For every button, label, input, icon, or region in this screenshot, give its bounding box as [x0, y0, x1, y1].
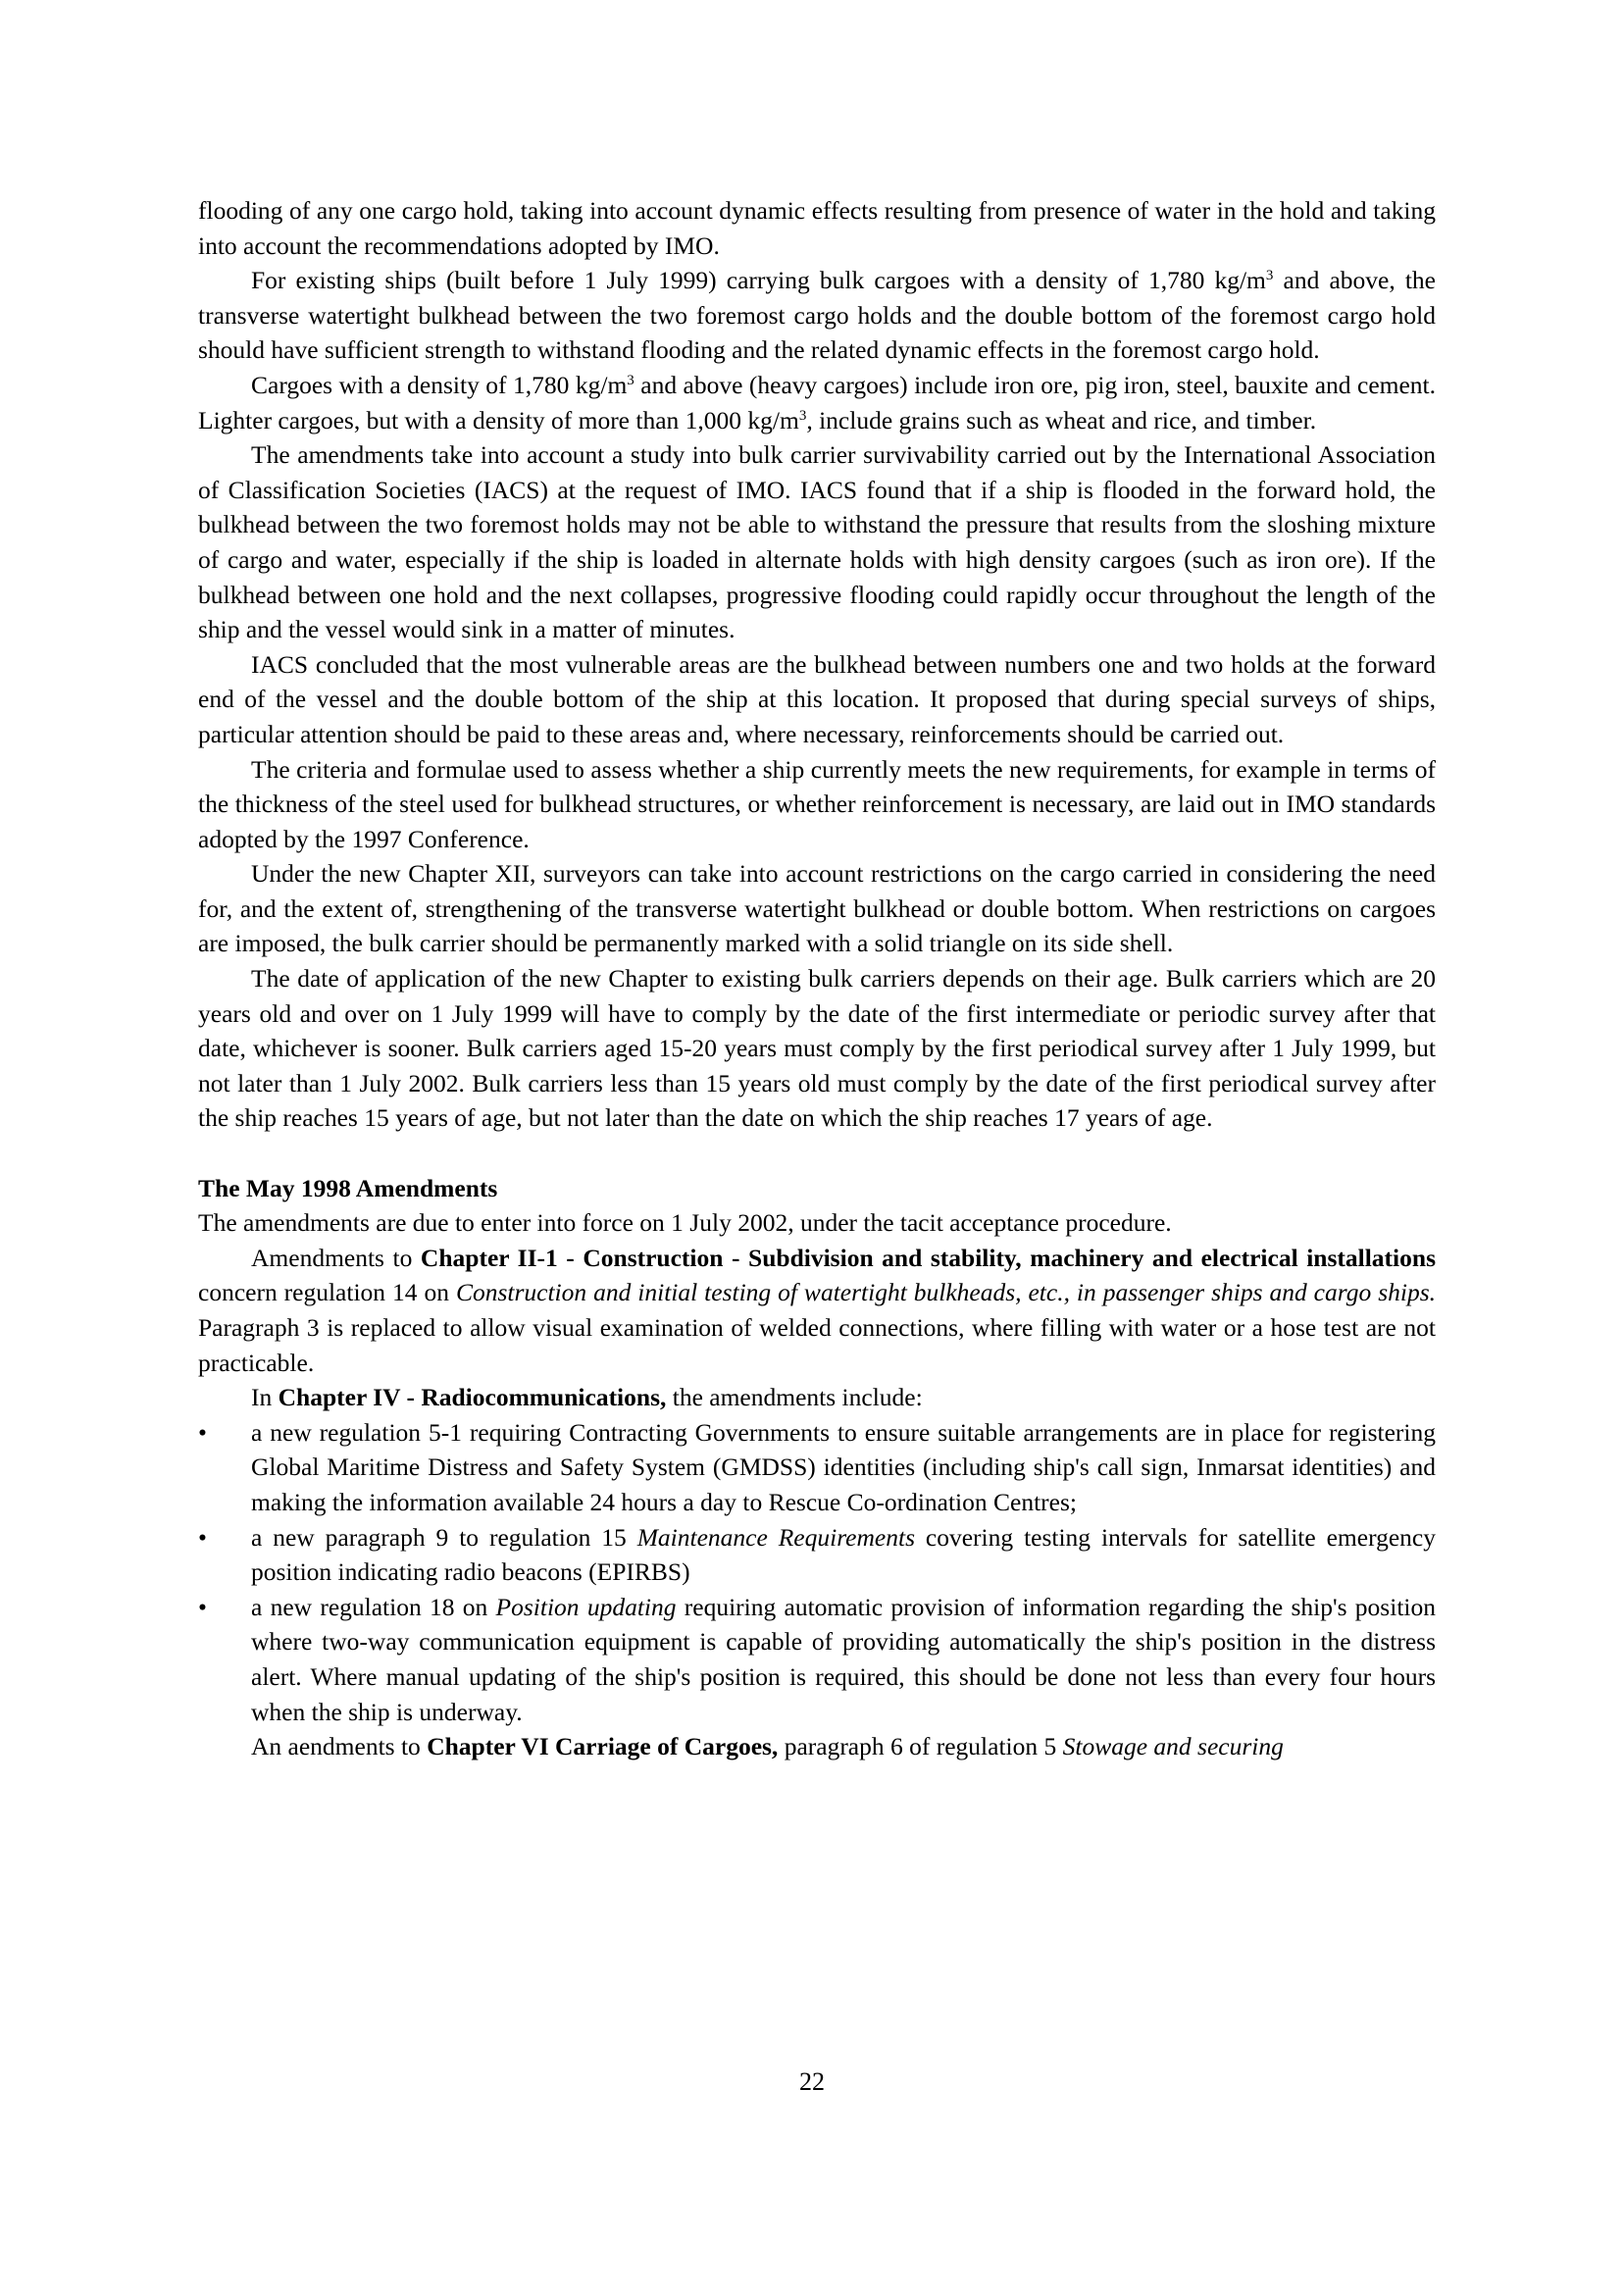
list-item [198, 1590, 1436, 1729]
paragraph-existing-ships [198, 263, 1436, 368]
bullet-icon: • [198, 1592, 207, 1621]
text-segment: concern regulation 14 on [198, 1278, 456, 1307]
paragraph-iacs-conclusion: IACS concluded that the most vulnerable areas are the bulkhead between numbers one and two holds at the forward end of the vessel and the double bottom of the ship at this location. It proposed that during special surveys of ships, particular attention should be paid to these areas and, where necessary, reinforcements should be carried out. [198, 649, 1436, 748]
bold-text: Chapter II-1 - Construction - Subdivision and stability, machinery and electrical installations [420, 1243, 1436, 1272]
superscript: 3 [1265, 268, 1274, 284]
paragraph-cargo-density [198, 368, 1436, 437]
bold-text: Chapter IV - Radiocommunications, [278, 1383, 667, 1412]
text-segment: a new paragraph 9 to regulation 15 [251, 1522, 637, 1552]
paragraph-chapter-iv [198, 1380, 1436, 1415]
list-item [198, 1415, 1436, 1520]
text-segment: the amendments include: [666, 1383, 923, 1412]
text-segment: In [251, 1383, 279, 1412]
paragraph-entry-into-force: The amendments are due to enter into force on 1 July 2002, under the tacit acceptance procedure. [198, 1208, 1172, 1238]
paragraph-chapter-xii: Under the new Chapter XII, surveyors can take into account restrictions on the cargo carried in considering the need for, and the extent of, strengthening of the transverse watertight bulkhead or double bottom. When restrictions on cargoes are imposed, the bulk carrier should be permanently marked with a solid triangle on its side shell. [198, 859, 1436, 958]
text-segment: paragraph 6 of regulation 5 [778, 1732, 1063, 1761]
bullet-icon: • [198, 1522, 207, 1552]
text-segment: Amendments to [251, 1243, 421, 1272]
bullet-icon: • [198, 1417, 207, 1447]
section-heading: The May 1998 Amendments [198, 1173, 498, 1202]
paragraph-chapter-ii-1 [198, 1241, 1436, 1380]
bold-text: Chapter VI Carriage of Cargoes, [427, 1732, 779, 1761]
superscript: 3 [798, 407, 807, 424]
italic-text: Stowage and securing [1062, 1732, 1284, 1761]
superscript: 3 [627, 372, 634, 388]
italic-text: Construction and initial testing of watertight bulkheads, etc., in passenger ships and cargo ships. [455, 1278, 1436, 1307]
document-body [198, 193, 1436, 1764]
text-segment: and above (heavy cargoes) include iron ore, pig iron, steel, bauxite and cement. Lighter cargoes, but with a density of more than 1,000 kg/m [198, 370, 1436, 434]
text-segment: requiring automatic provision of information regarding the ship's position where two-way communication equipment is capable of providing automatically the ship's position in the distress alert. Where manual updating of the ship's position is required, this should be done not less than every four hours when the ship is underway. [251, 1592, 1436, 1726]
text-segment: a new regulation 5-1 requiring Contracting Governments to ensure suitable arrangements are in place for registering Global Maritime Distress and Safety System (GMDSS) identities (including ship's call sign, Inmarsat identities) and making the information available 24 hours a day to Rescue Co-ordination Centres; [251, 1417, 1436, 1516]
paragraph-chapter-vi [198, 1729, 1436, 1764]
text-segment: , include grains such as wheat and rice, and timber. [806, 405, 1317, 434]
paragraph-date-of-application: The date of application of the new Chapter to existing bulk carriers depends on their age. Bulk carriers which are 20 years old and over on 1 July 1999 will have to comply by the date of the first intermediate or periodic survey after that date, whichever is sooner. Bulk carriers aged 15-20 years must comply by the first periodical survey after 1 July 1999, but not later than 1 July 2002. Bulk carriers less than 15 years old must comply by the date of the first periodical survey after the ship reaches 15 years of age, but not later than the date on which the ship reaches 17 years of age. [198, 964, 1436, 1133]
text-segment: An aendments to [251, 1732, 428, 1761]
paragraph-flooding-continuation: flooding of any one cargo hold, taking into account dynamic effects resulting from presence of water in the hold and taking into account the recommendations adopted by IMO. [198, 196, 1436, 260]
paragraph-iacs-study: The amendments take into account a study into bulk carrier survivability carried out by the International Association of Classification Societies (IACS) at the request of IMO. IACS found that if a ship is flooded in the forward hold, the bulkhead between the two foremost holds may not be able to withstand the pressure that results from the sloshing mixture of cargo and water, especially if the ship is loaded in alternate holds with high density cargoes (such as iron ore). If the bulkhead between one hold and the next collapses, progressive flooding could rapidly occur throughout the length of the ship and the vessel would sink in a matter of minutes. [198, 440, 1436, 644]
page-number: 22 [799, 2067, 825, 2096]
text-segment: a new regulation 18 on [251, 1592, 496, 1621]
amendments-list [198, 1415, 1436, 1729]
paragraph-criteria: The criteria and formulae used to assess whether a ship currently meets the new requirements, for example in terms of the thickness of the steel used for bulkhead structures, or whether reinforcement is necessary, are laid out in IMO standards adopted by the 1997 Conference. [198, 754, 1436, 853]
text-segment: For existing ships (built before 1 July 1999) carrying bulk cargoes with a density of 1,780 kg/m [251, 266, 1266, 295]
text-segment: and above, the transverse watertight bulkhead between the two foremost cargo holds and the double bottom of the foremost cargo hold should have sufficient strength to withstand flooding and the related dynamic effects in the foremost cargo hold. [198, 266, 1437, 365]
italic-text: Maintenance Requirements [636, 1522, 915, 1552]
list-item [198, 1520, 1436, 1590]
text-segment: covering testing intervals for satellite emergency position indicating radio beacons (EPIRBS) [251, 1522, 1436, 1587]
italic-text: Position updating [495, 1592, 677, 1621]
text-segment: Paragraph 3 is replaced to allow visual examination of welded connections, where filling with water or a hose test are not practicable. [198, 1313, 1436, 1377]
text-segment: Cargoes with a density of 1,780 kg/m [251, 370, 628, 399]
